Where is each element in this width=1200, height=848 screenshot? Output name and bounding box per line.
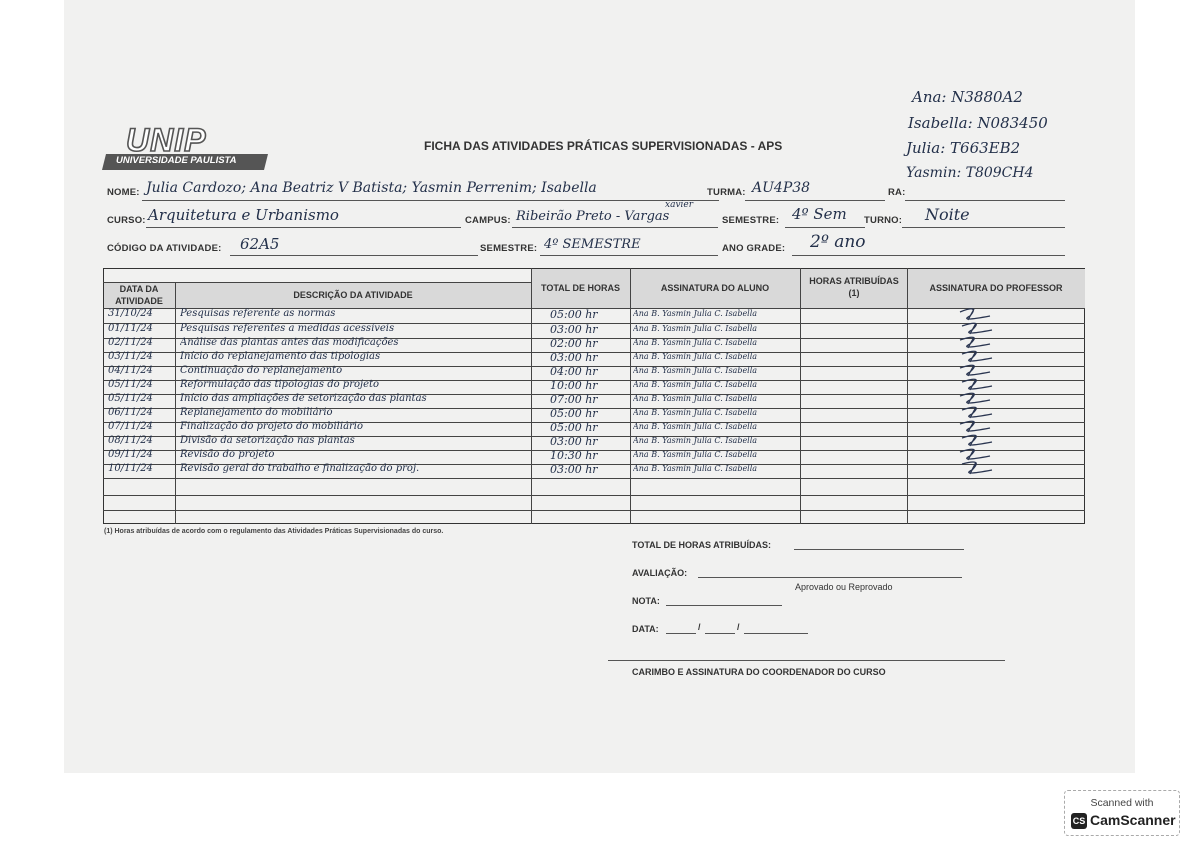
avaliacao-line [698, 577, 962, 578]
ra-label: RA: [888, 187, 906, 198]
row-hours: 03:00 hr [550, 463, 598, 476]
row-hours: 04:00 hr [550, 365, 598, 378]
semestre-line [785, 227, 865, 228]
form-title: FICHA DAS ATIVIDADES PRÁTICAS SUPERVISIONADAS - APS [424, 139, 783, 153]
row-hours: 10:30 hr [550, 449, 598, 462]
row-hours: 10:00 hr [550, 379, 598, 392]
camscanner-badge [1064, 790, 1180, 836]
aprovado-hint: Aprovado ou Reprovado [795, 582, 893, 592]
unip-logo [104, 122, 272, 174]
row-student-signature: Ana B. Yasmin Julia C. Isabella [633, 380, 758, 389]
row-description: Análise das plantas antes das modificações [180, 337, 399, 348]
row-hours: 03:00 hr [550, 323, 598, 336]
hline-14 [103, 510, 1085, 511]
header-professor-signature: ASSINATURA DO PROFESSOR [929, 283, 1063, 293]
professor-signature-scribbles [940, 306, 1020, 478]
camscanner-name: CamScanner [1090, 812, 1176, 828]
nome-value: Julia Cardozo; Ana Beatriz V Batista; Yasmin Perrenim; Isabella [146, 180, 597, 196]
data-label: DATA: [632, 624, 659, 634]
row-student-signature: Ana B. Yasmin Julia C. Isabella [633, 436, 758, 445]
campus-line [512, 227, 718, 228]
camscanner-top-text: Scanned with [1090, 797, 1154, 809]
row-date: 04/11/24 [108, 365, 153, 376]
row-hours: 02:00 hr [550, 337, 598, 350]
row-student-signature: Ana B. Yasmin Julia C. Isabella [633, 464, 758, 473]
row-description: Finalização do projeto do mobiliário [180, 421, 364, 432]
logo-word: UNIP [126, 122, 207, 158]
ano-label: ANO GRADE: [722, 243, 786, 254]
ra-note-isabella: Isabella: N083450 [908, 114, 1048, 132]
row-student-signature: Ana B. Yasmin Julia C. Isabella [633, 338, 758, 347]
row-student-signature: Ana B. Yasmin Julia C. Isabella [633, 352, 758, 361]
nota-line [666, 605, 782, 606]
semestre-value: 4º Sem [792, 205, 847, 223]
header-student-signature: ASSINATURA DO ALUNO [660, 283, 770, 293]
total-hours-line [794, 549, 964, 550]
row-student-signature: Ana B. Yasmin Julia C. Isabella [633, 309, 758, 318]
row-student-signature: Ana B. Yasmin Julia C. Isabella [633, 366, 758, 375]
row-date: 01/11/24 [108, 323, 153, 334]
row-date: 08/11/24 [108, 435, 153, 446]
data-sep-2: / [737, 622, 740, 632]
row-date: 07/11/24 [108, 421, 153, 432]
vline-5 [907, 268, 908, 524]
semestre2-value: 4º SEMESTRE [544, 237, 641, 252]
data-month-line [705, 633, 735, 634]
ano-value: 2º ano [810, 232, 866, 252]
curso-line [146, 227, 461, 228]
turno-value: Noite [925, 205, 970, 224]
data-year-line [744, 633, 808, 634]
row-hours: 03:00 hr [550, 435, 598, 448]
avaliacao-label: AVALIAÇÃO: [632, 568, 688, 578]
row-description: Pesquisas referente as normas [180, 308, 336, 319]
data-sep-1: / [698, 622, 701, 632]
turno-line [902, 227, 1065, 228]
carimbo-label: CARIMBO E ASSINATURA DO COORDENADOR DO CURSO [632, 667, 886, 677]
header-date: DATA DA ATIVIDADE [115, 284, 163, 306]
camscanner-logo-icon: CS [1071, 813, 1087, 829]
ra-note-yasmin: Yasmin: T809CH4 [906, 165, 1034, 181]
row-hours: 05:00 hr [550, 407, 598, 420]
row-description: Continuação do replanejamento [180, 365, 343, 376]
row-date: 10/11/24 [108, 463, 153, 474]
row-description: Reformulação das tipologias do projeto [180, 379, 380, 390]
row-date: 05/11/24 [108, 393, 153, 404]
turma-line [745, 200, 885, 201]
logo-subtitle: UNIVERSIDADE PAULISTA [116, 155, 237, 166]
row-description: Início do replanejamento das tipologias [180, 351, 381, 362]
row-hours: 03:00 hr [550, 351, 598, 364]
curso-value: Arquitetura e Urbanismo [148, 206, 339, 224]
semestre2-label: SEMESTRE: [480, 243, 538, 254]
codigo-line [230, 255, 478, 256]
semestre2-line [540, 255, 718, 256]
row-student-signature: Ana B. Yasmin Julia C. Isabella [633, 324, 758, 333]
ra-note-ana: Ana: N3880A2 [912, 88, 1023, 106]
nota-label: NOTA: [632, 596, 660, 606]
row-date: 09/11/24 [108, 449, 153, 460]
row-description: Revisão do projeto [180, 449, 275, 460]
row-date: 03/11/24 [108, 351, 153, 362]
codigo-value: 62A5 [240, 235, 280, 253]
row-student-signature: Ana B. Yasmin Julia C. Isabella [633, 450, 758, 459]
vline-2 [531, 268, 532, 524]
row-date: 05/11/24 [108, 379, 153, 390]
row-student-signature: Ana B. Yasmin Julia C. Isabella [633, 394, 758, 403]
carimbo-line [608, 660, 1005, 661]
row-description: Início das ampliações de setorização das plantas [180, 393, 427, 404]
total-hours-label: TOTAL DE HORAS ATRIBUÍDAS: [632, 540, 771, 550]
row-date: 06/11/24 [108, 407, 153, 418]
header-total-hours: TOTAL DE HORAS [540, 283, 620, 293]
campus-value: Ribeirão Preto - Vargas [516, 209, 670, 224]
semestre-label: SEMESTRE: [722, 215, 780, 226]
turno-label: TURNO: [864, 215, 903, 226]
nome-line [142, 200, 719, 201]
campus-note: xavier [665, 200, 694, 210]
row-date: 02/11/24 [108, 337, 153, 348]
footnote: (1) Horas atribuídas de acordo com o regulamento das Atividades Práticas Supervisionadas do curso. [104, 528, 444, 535]
turma-label: TURMA: [707, 187, 746, 198]
turma-value: AU4P38 [752, 180, 811, 196]
row-description: Replanejamento do mobiliário [180, 407, 333, 418]
row-description: Divisão da setorização nas plantas [180, 435, 355, 446]
ra-note-julia: Julia: T663EB2 [906, 139, 1021, 157]
ra-line [905, 200, 1065, 201]
nome-label: NOME: [107, 187, 140, 198]
row-student-signature: Ana B. Yasmin Julia C. Isabella [633, 422, 758, 431]
row-date: 31/10/24 [108, 308, 153, 319]
row-hours: 07:00 hr [550, 393, 598, 406]
row-student-signature: Ana B. Yasmin Julia C. Isabella [633, 408, 758, 417]
vline-1 [175, 282, 176, 524]
row-hours: 05:00 hr [550, 421, 598, 434]
hline-12 [103, 478, 1085, 479]
campus-label: CAMPUS: [465, 215, 511, 226]
vline-4 [800, 268, 801, 524]
header-assigned-hours: HORAS ATRIBUÍDAS (1) [809, 276, 899, 298]
row-description: Revisão geral do trabalho e finalização do proj. [180, 463, 420, 474]
row-description: Pesquisas referentes a medidas acessíveis [180, 323, 395, 334]
data-day-line [666, 633, 696, 634]
header-description: DESCRIÇÃO DA ATIVIDADE [293, 290, 413, 300]
curso-label: CURSO: [107, 215, 146, 226]
codigo-label: CÓDIGO DA ATIVIDADE: [107, 243, 222, 254]
vline-3 [630, 268, 631, 524]
row-hours: 05:00 hr [550, 308, 598, 321]
hline-13 [103, 495, 1085, 496]
ano-line [792, 255, 1065, 256]
